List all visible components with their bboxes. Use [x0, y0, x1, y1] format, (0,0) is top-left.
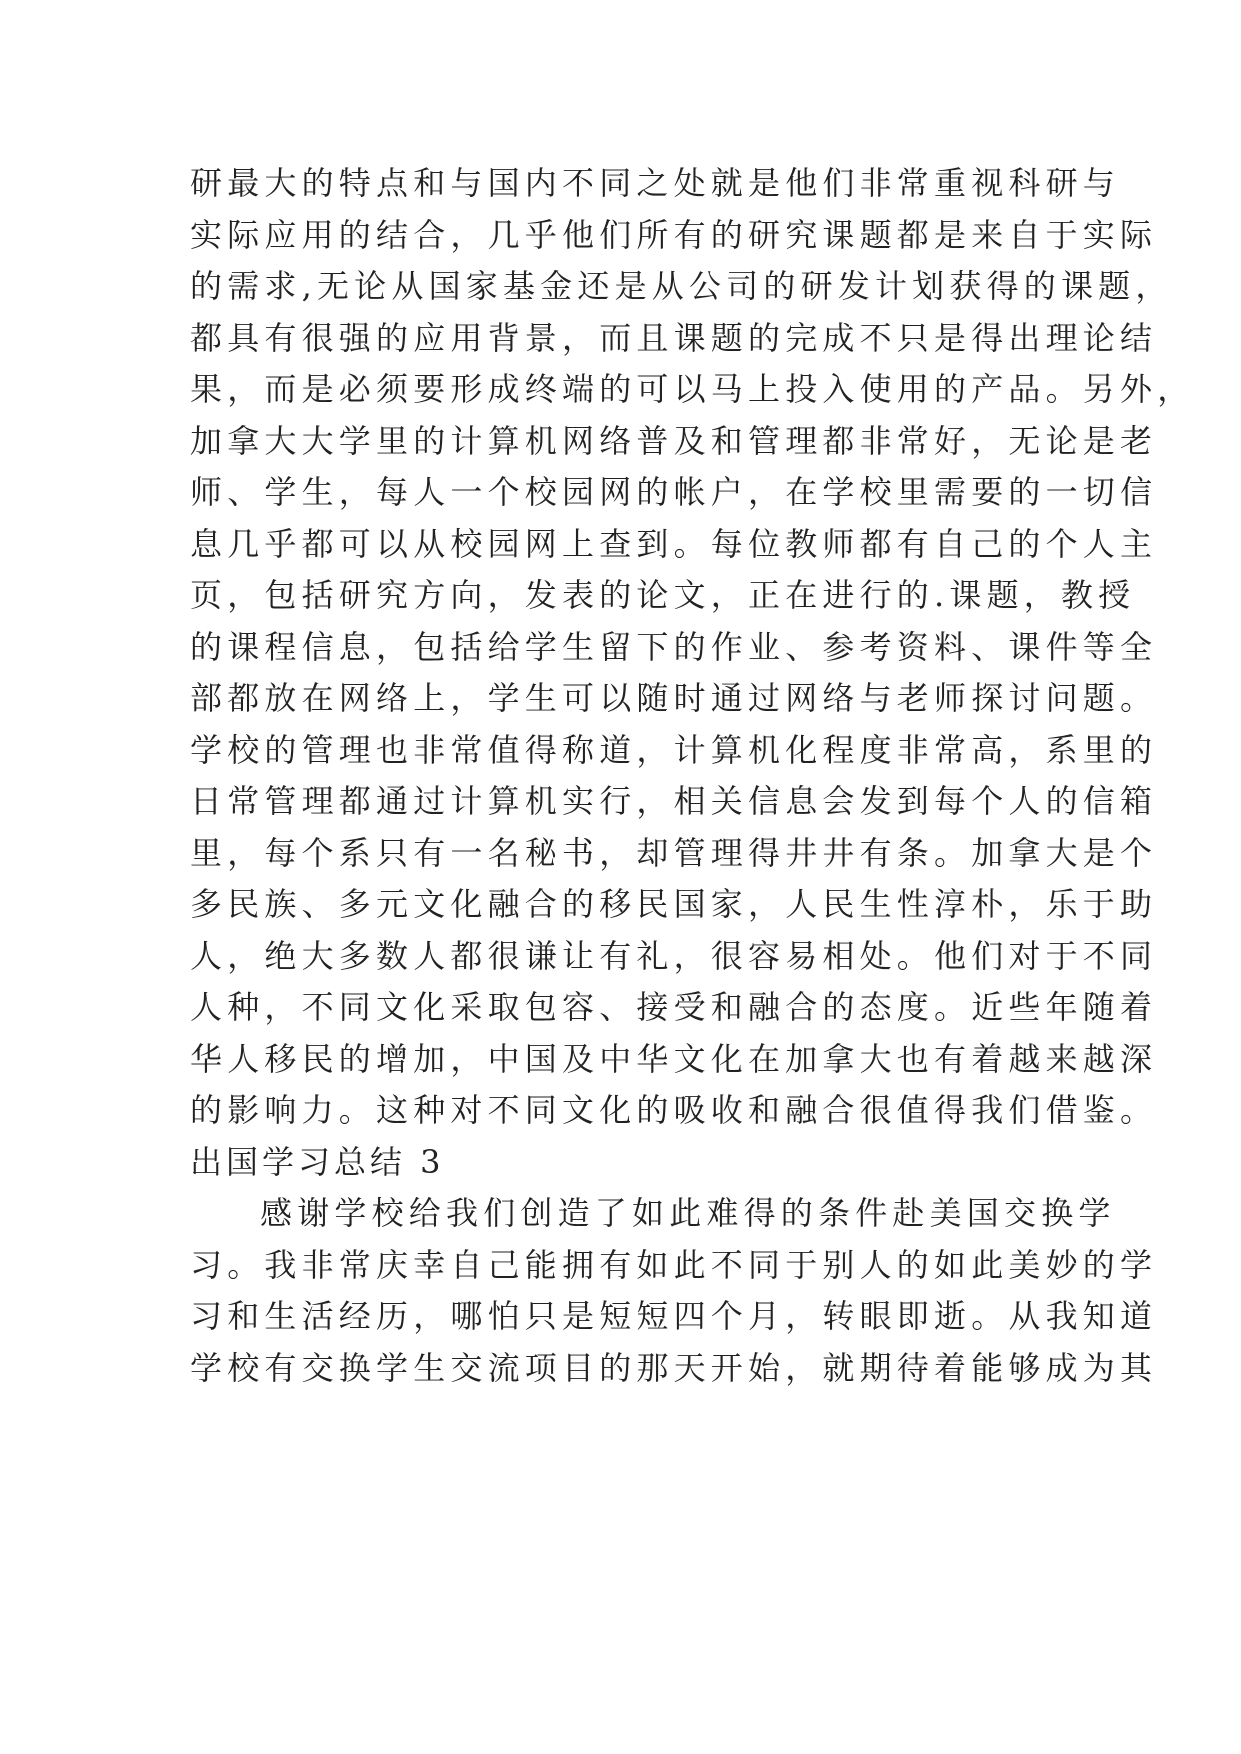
text-line: 习和生活经历，哪怕只是短短四个月，转眼即逝。从我知道 — [190, 1297, 1158, 1335]
text-line: 习。我非常庆幸自己能拥有如此不同于别人的如此美妙的学 — [190, 1245, 1158, 1284]
text-line: 的影响力。这种对不同文化的吸收和融合很值得我们借鉴。 — [190, 1091, 1158, 1129]
text-line: 部都放在网络上，学生可以随时通过网络与老师探讨问题。 — [190, 679, 1158, 717]
text-line: 感谢学校给我们创造了如此难得的条件赴美国交换学 — [260, 1194, 1116, 1232]
text-line: 华人移民的增加，中国及中华文化在加拿大也有着越来越深 — [190, 1039, 1158, 1078]
text-line: 果，而是必须要形成终端的可以马上投入使用的产品。另外， — [190, 370, 1195, 408]
text-line: 都具有很强的应用背景，而且课题的完成不只是得出理论结 — [190, 318, 1158, 357]
text-line: 日常管理都通过计算机实行，相关信息会发到每个人的信箱 — [190, 782, 1158, 820]
text-line: 实际应用的结合，几乎他们所有的研究课题都是来自于实际 — [190, 215, 1158, 254]
text-line: 学校的管理也非常值得称道，计算机化程度非常高，系里的 — [190, 730, 1158, 769]
text-line: 人，绝大多数人都很谦让有礼，很容易相处。他们对于不同 — [190, 936, 1158, 975]
text-line: 页，包括研究方向，发表的论文，正在进行的.课题，教授 — [190, 576, 1136, 614]
text-line: 的课程信息，包括给学生留下的作业、参考资料、课件等全 — [190, 627, 1158, 666]
text-line: 多民族、多元文化融合的移民国家，人民生性淳朴，乐于助 — [190, 885, 1158, 923]
text-line: 人种，不同文化采取包容、接受和融合的态度。近些年随着 — [190, 988, 1158, 1026]
body-text — [190, 158, 1195, 1394]
text-line: 研最大的特点和与国内不同之处就是他们非常重视科研与 — [190, 164, 1121, 202]
text-line: 息几乎都可以从校园网上查到。每位教师都有自己的个人主 — [190, 524, 1158, 563]
text-line: 加拿大大学里的计算机网络普及和管理都非常好，无论是老 — [190, 421, 1158, 460]
text-line: 师、学生，每人一个校园网的帐户，在学校里需要的一切信 — [190, 473, 1158, 511]
section-title: 出国学习总结 3 — [190, 1142, 445, 1181]
text-line: 的需求,无论从国家基金还是从公司的研发计划获得的课题， — [190, 267, 1173, 305]
text-line: 学校有交换学生交流项目的那天开始，就期待着能够成为其 — [190, 1348, 1158, 1387]
text-line: 里，每个系只有一名秘书，却管理得井井有条。加拿大是个 — [190, 833, 1158, 872]
